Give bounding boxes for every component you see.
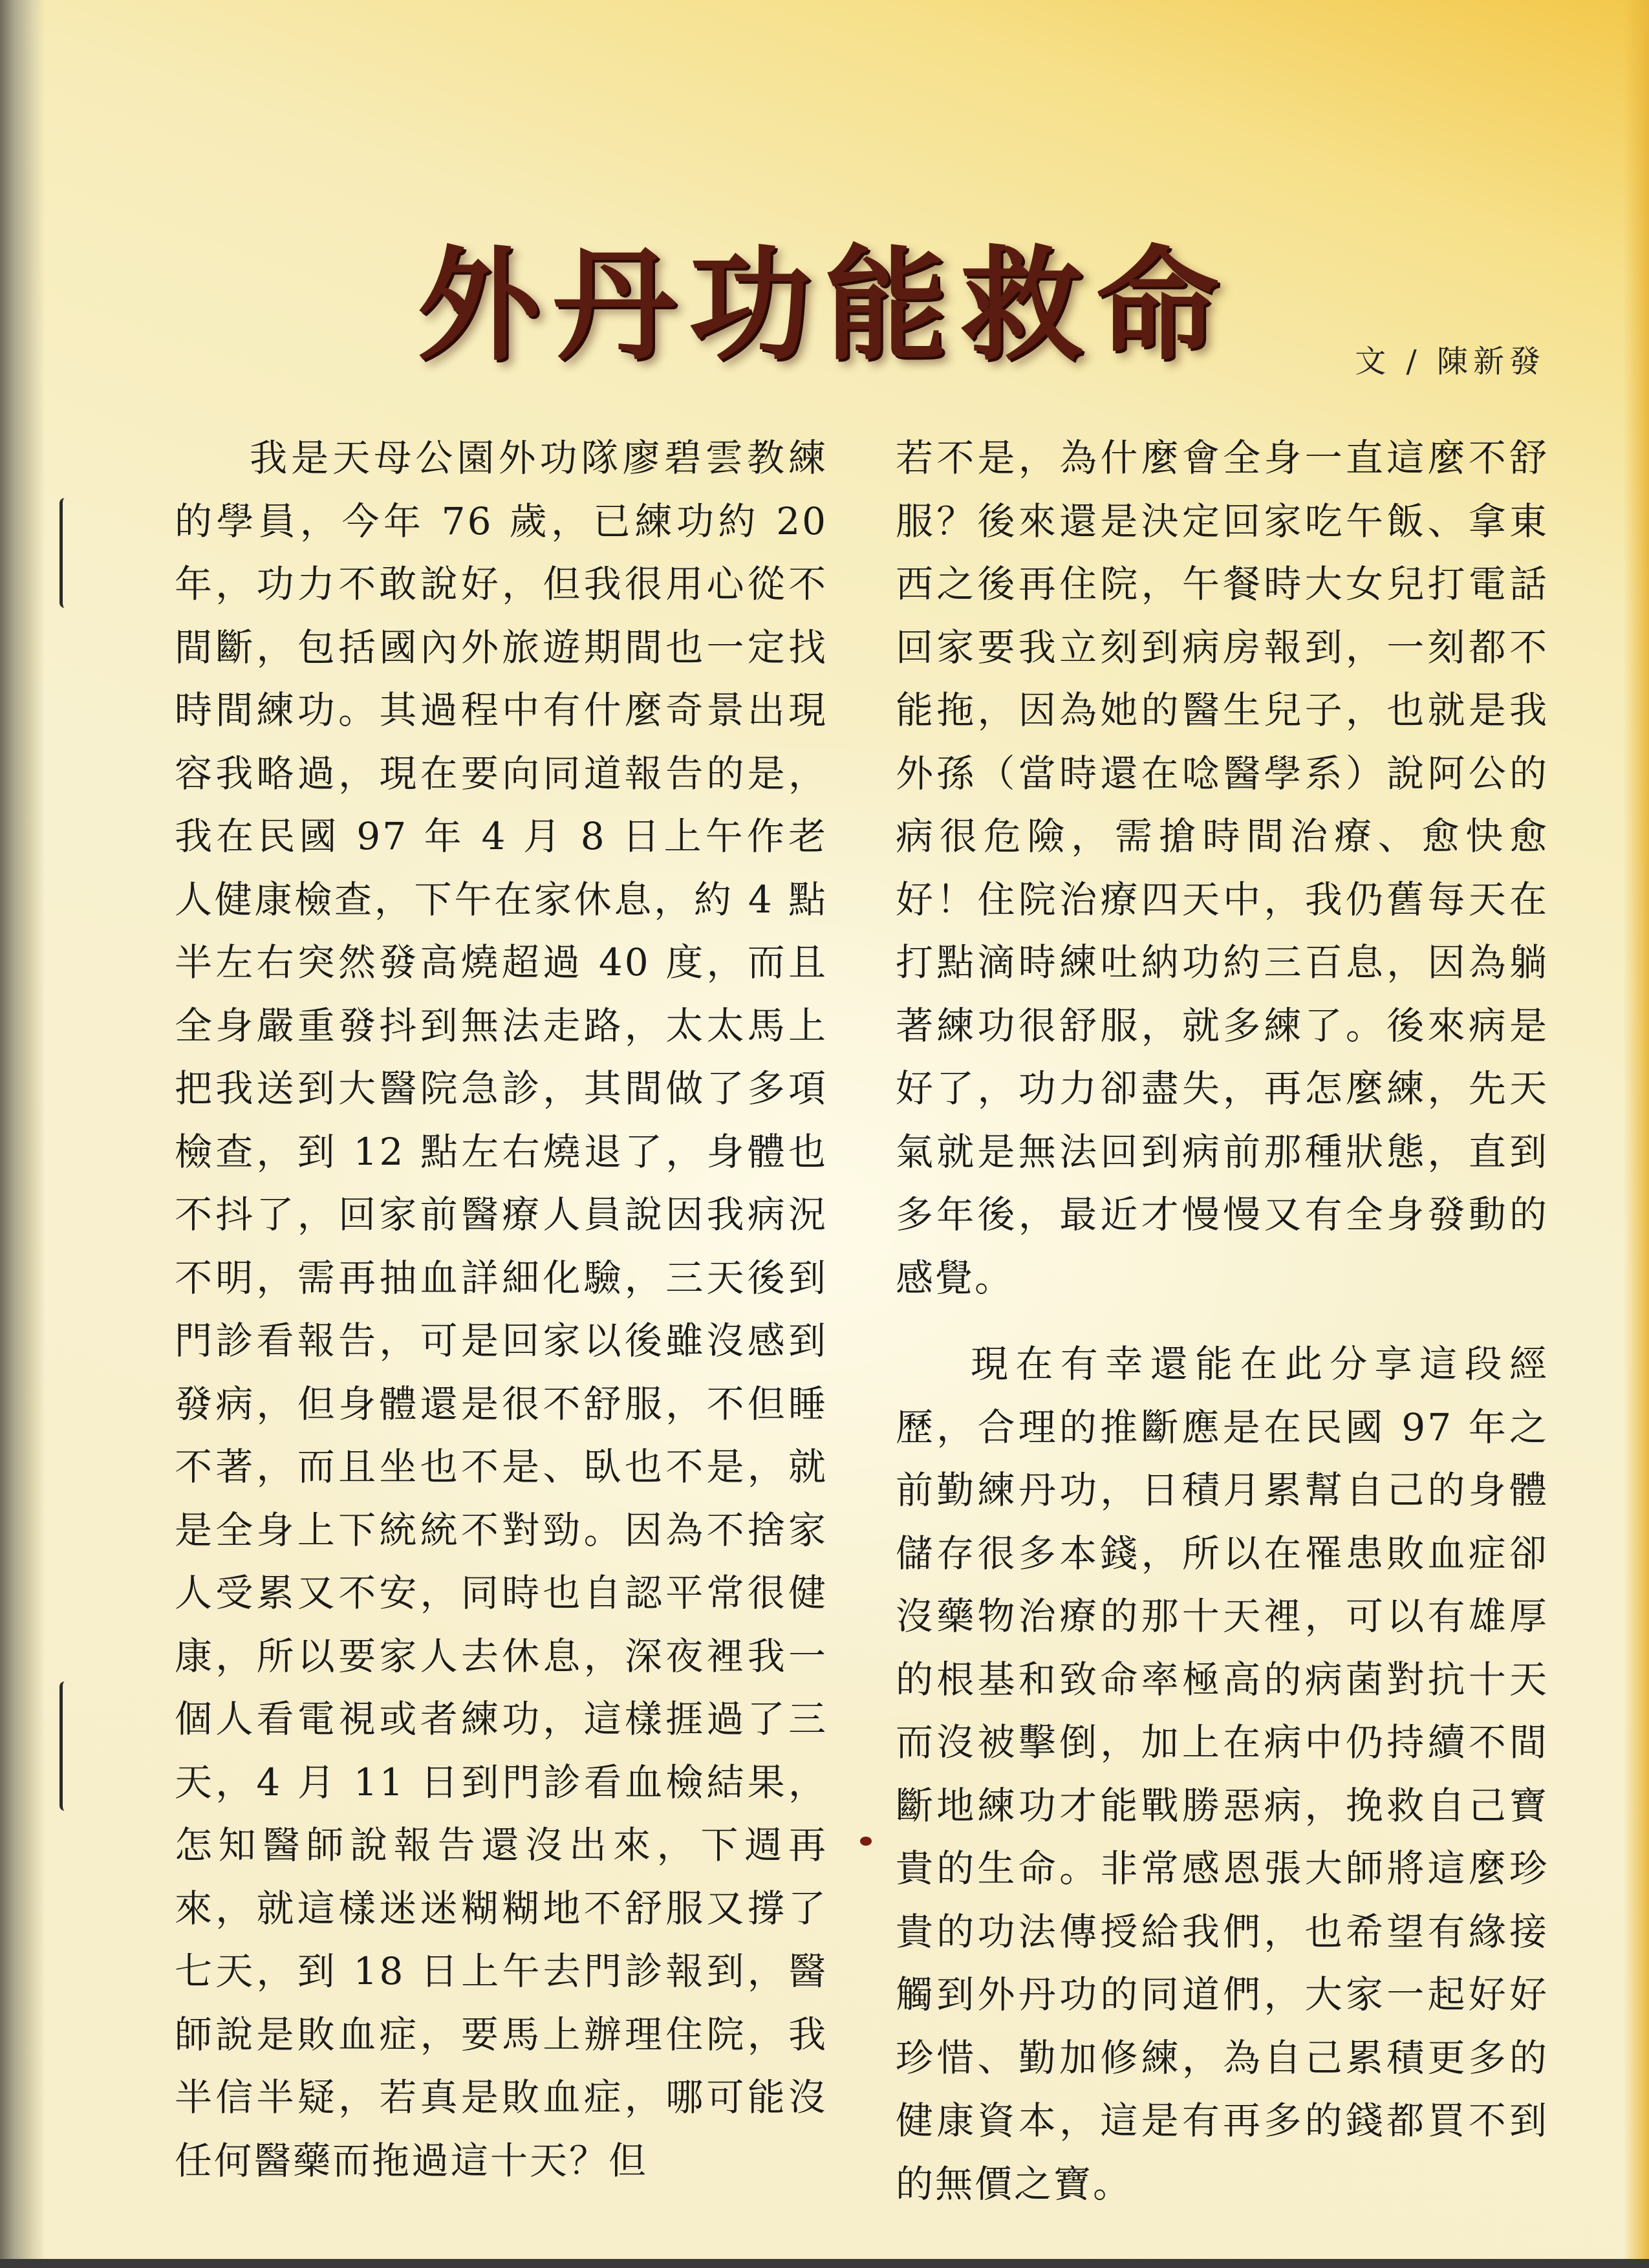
page-edge-bottom <box>0 2259 1649 2268</box>
paragraph-1: 我是天母公園外功隊廖碧雲教練的學員，今年 76 歲，已練功約 20 年，功力不敢說好，但我很用心從不間斷，包括國內外旅遊期間也一定找時間練功。其過程中有什麼奇景出現容我略過，現在要向同道報告的是，我在民國 97 年 4 月 8 日上午作老人健康檢查，下午在家休息，約 4 點半左右突然發高燒超過 40 度，而且全身嚴重發抖到無法走路，太太馬上把我送到大醫院急診，其間做了多項檢查，到 12 點左右燒退了，身體也不抖了，回家前醫療人員說因我病況不明，需再抽血詳細化驗，三天後到門診看報告，可是回家以後雖沒感到發病，但身體還是很不舒服，不但睡不著，而且坐也不是、臥也不是，就是全身上下統統不對勁。因為不捨家人受累又不安，同時也自認平常很健康，所以要家人去休息，深夜裡我一個人看電視或者練功，這樣捱過了三天，4 月 11 日到門診看血檢結果，怎知醫師說報告還沒出來，下週再來，就這樣迷迷糊糊地不舒服又撐了七天，到 18 日上午去門診報到，醫師說是敗血症，要馬上辦理住院，我半信半疑，若真是敗血症，哪可能沒任何醫藥而拖過這十天？但 <box>175 436 828 2183</box>
paragraph-2: 現在有幸還能在此分享這段經歷，合理的推斷應是在民國 97 年之前勤練丹功，日積月累幫自己的身體儲存很多本錢，所以在罹患敗血症卻沒藥物治療的那十天裡，可以有雄厚的根基和致命率極高的病菌對抗十天而沒被擊倒，加上在病中仍持續不間斷地練功才能戰勝惡病，挽救自己寶貴的生命。非常感恩張大師將這麼珍貴的功法傳授給我們，也希望有緣接觸到外丹功的同道們，大家一起好好珍惜、勤加修練，為自己累積更多的健康資本，這是有再多的錢都買不到的無價之寶。 <box>896 1342 1549 2206</box>
staple-mark-bottom <box>59 1681 72 1811</box>
body-column-right <box>896 427 1549 2216</box>
article-title: 外丹功能救命 <box>416 233 1232 378</box>
paragraph-1-continued: 若不是，為什麼會全身一直這麼不舒服？後來還是決定回家吃午飯、拿東西之後再住院，午餐時大女兒打電話回家要我立刻到病房報到，一刻都不能拖，因為她的醫生兒子，也就是我外孫（當時還在唸醫學系）說阿公的病很危險，需搶時間治療、愈快愈好！住院治療四天中，我仍舊每天在打點滴時練吐納功約三百息，因為躺著練功很舒服，就多練了。後來病是好了，功力卻盡失，再怎麼練，先天氣就是無法回到病前那種狀態，直到多年後，最近才慢慢又有全身發動的感覺。 <box>896 436 1549 1300</box>
body-column-left <box>175 427 828 2192</box>
ink-speck <box>860 1837 872 1846</box>
staple-mark-top <box>59 498 72 608</box>
article-byline: 文 / 陳新發 <box>1355 343 1546 380</box>
